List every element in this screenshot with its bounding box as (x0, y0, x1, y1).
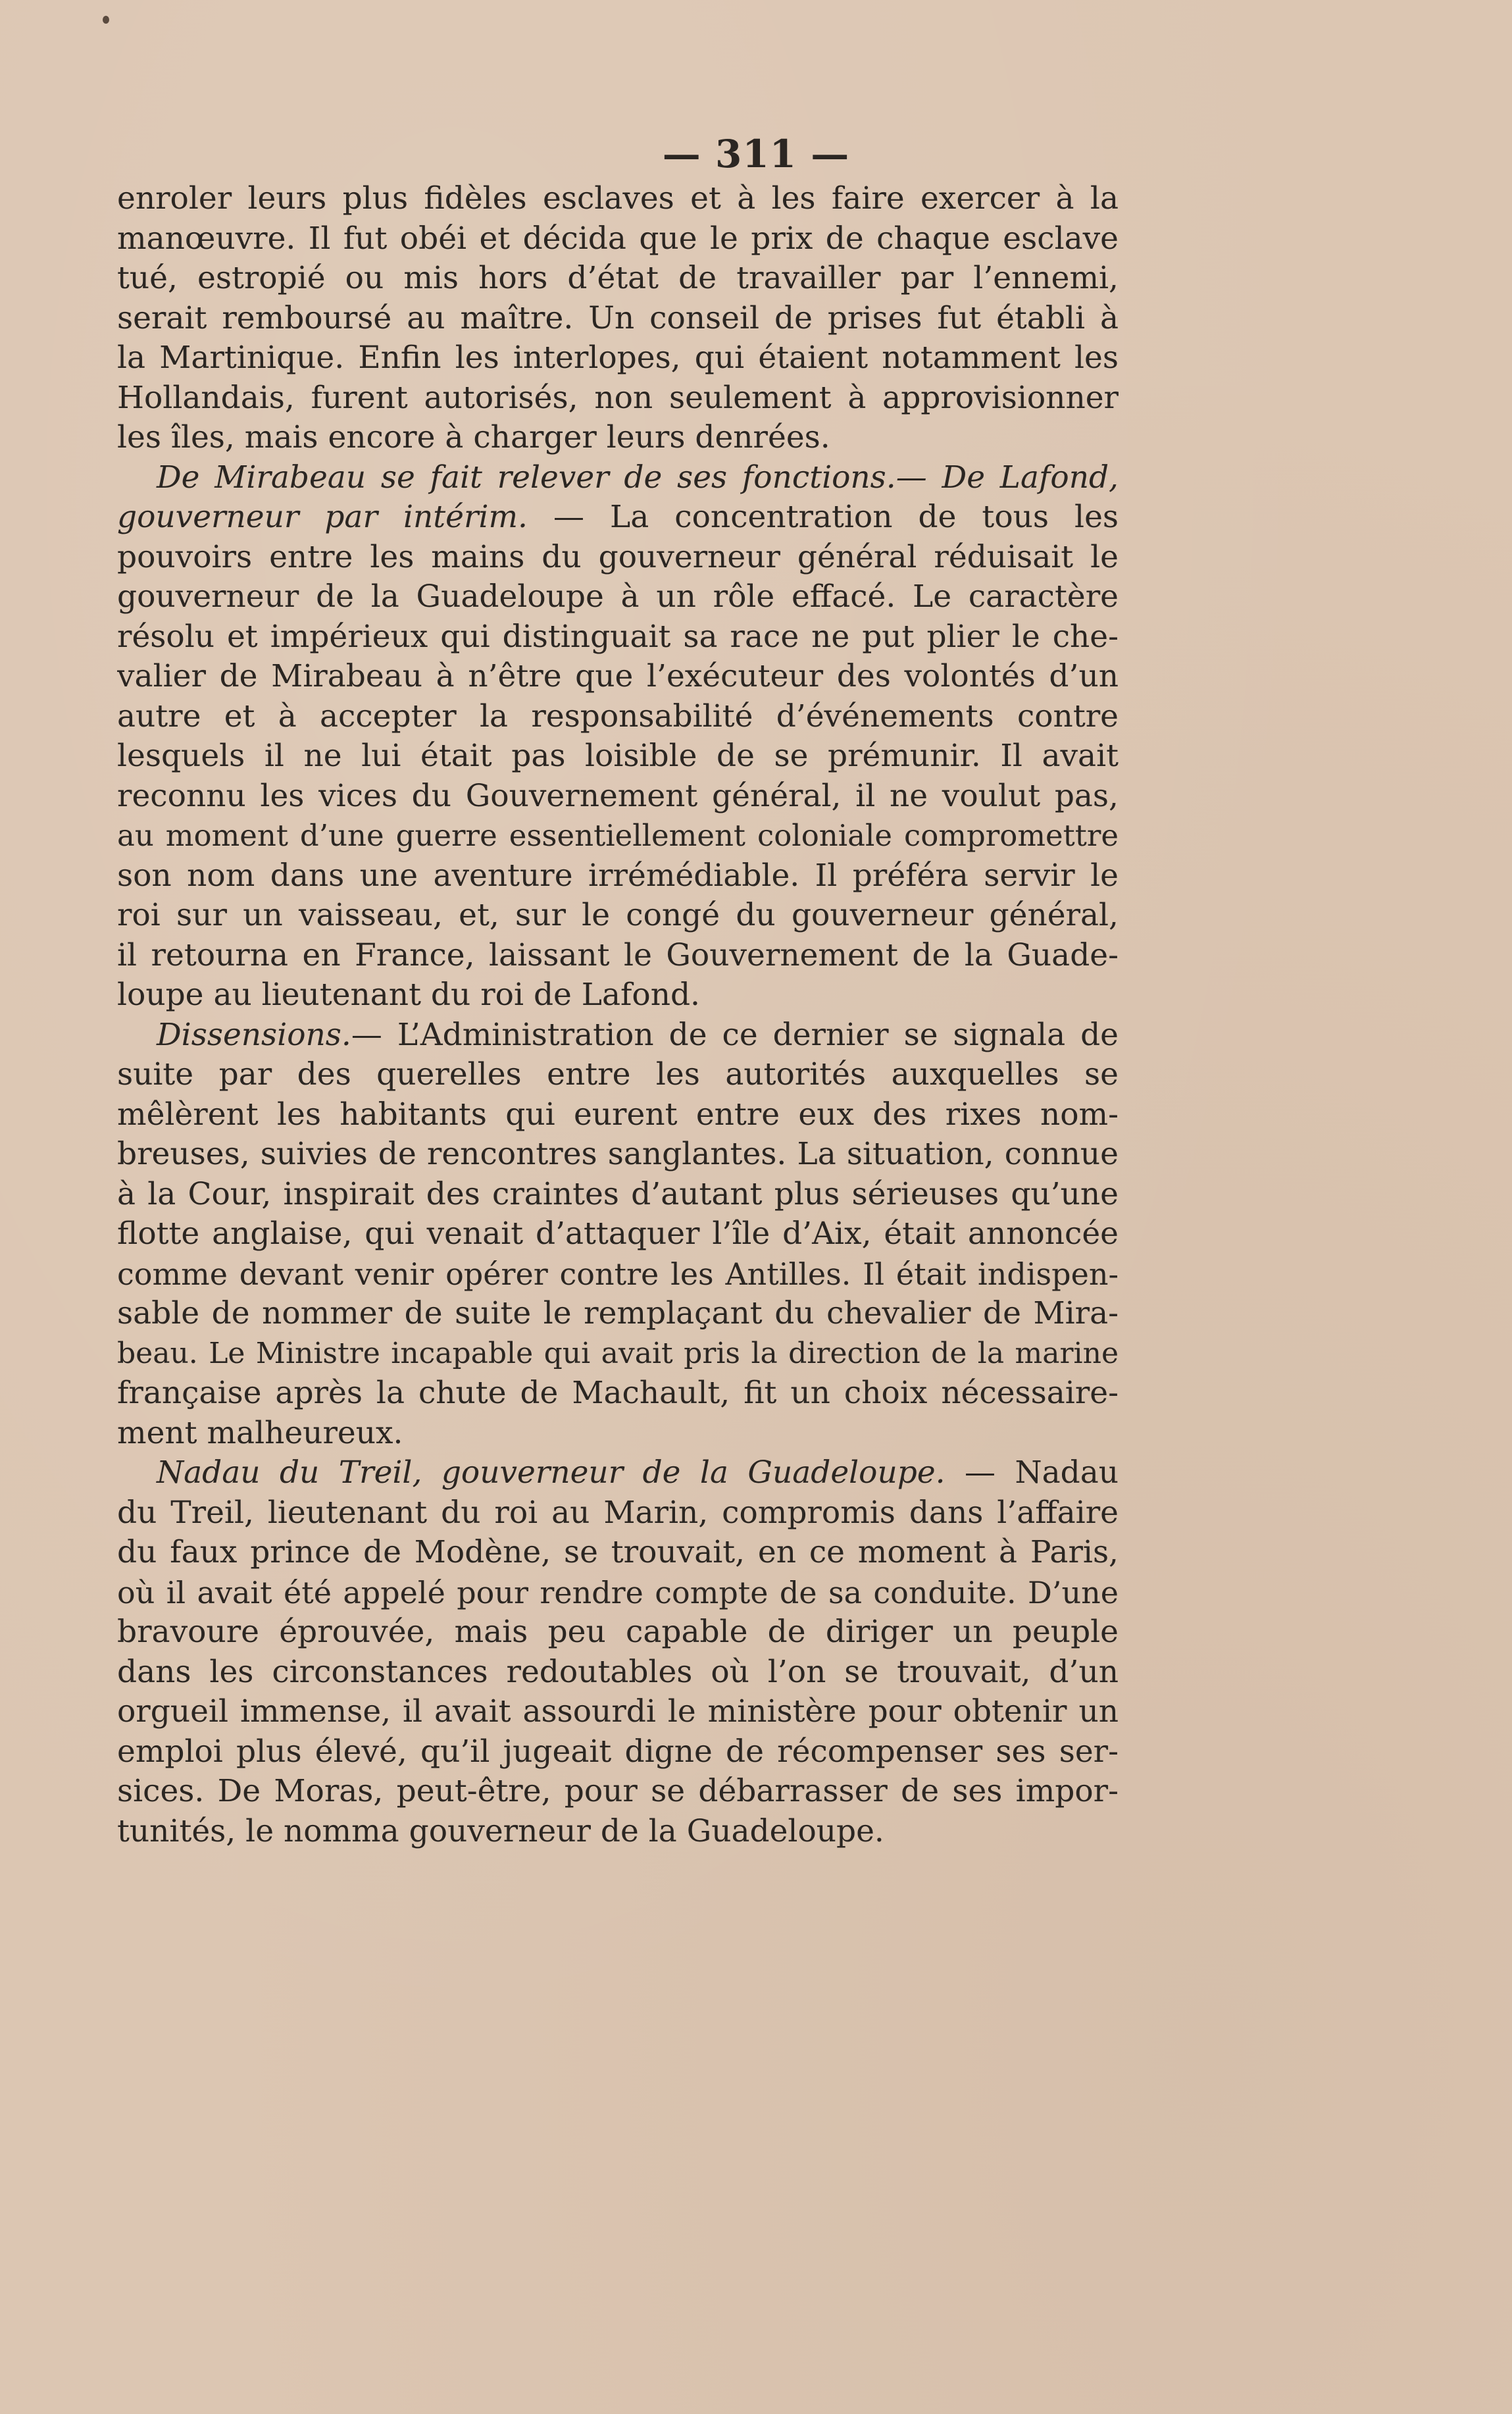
text-line: sable de nommer de suite le remplaçant du chevalier de Mira- (117, 1295, 1119, 1331)
text-line: tué, estropié ou mis hors d’état de travailler par l’ennemi, (117, 260, 1119, 296)
text-line: où il avait été appelé pour rendre compte de sa conduite. D’une (117, 1574, 1119, 1610)
text-line: du faux prince de Modène, se trouvait, en ce moment à Paris, (117, 1534, 1119, 1570)
text-line: son nom dans une aventure irrémédiable. Il préféra servir le (117, 857, 1119, 894)
text-line: beau. Le Ministre incapable qui avait pris la direction de la marine (117, 1336, 1119, 1370)
text-line: la Martinique. Enfin les interlopes, qui étaient notamment les (117, 340, 1119, 376)
text-line: dans les circonstances redoutables où l’on se trouvait, d’un (117, 1653, 1119, 1690)
text-line: comme devant venir opérer contre les Antilles. Il était indispen- (117, 1256, 1119, 1292)
section-heading: Nadau du Treil, gouverneur de la Guadeloupe. (157, 1454, 945, 1491)
section-heading-line (117, 458, 1119, 498)
section-heading-line: Nadau du Treil, gouverneur de la Guadeloupe. — Nadau (157, 1454, 1119, 1491)
text-line: tunités, le nomma gouverneur de la Guadeloupe. (117, 1812, 884, 1849)
text-line: du Treil, lieutenant du roi au Marin, compromis dans l’affaire (117, 1494, 1119, 1531)
page-number: — 311 — (662, 132, 850, 176)
body-text (117, 179, 1119, 1851)
text-line: enroler leurs plus fidèles esclaves et à les faire exercer à la (117, 180, 1119, 217)
text-line: lesquels il ne lui était pas loisible de se prémunir. Il avait (117, 738, 1119, 774)
text-line: Hollandais, furent autorisés, non seulement à approvisionner (117, 379, 1119, 416)
text-line: résolu et impérieux qui distinguait sa race ne put plier le che- (117, 618, 1119, 655)
section-heading: Dissensions. (157, 1016, 351, 1053)
text-line: manœuvre. Il fut obéi et décida que le prix de chaque esclave (117, 220, 1119, 257)
text-line: à la Cour, inspirait des craintes d’autant plus sérieuses qu’une (117, 1175, 1119, 1212)
section-heading: De Mirabeau se fait relever de ses fonctions.— De Lafond, (157, 459, 1119, 496)
text-line: gouverneur de la Guadeloupe à un rôle effacé. Le caractère (117, 578, 1119, 615)
text-line: les îles, mais encore à charger leurs denrées. (117, 419, 830, 455)
text-line: serait remboursé au maître. Un conseil de prises fut établi à (117, 299, 1119, 336)
section-heading-line: Dissensions.— L’Administration de ce dernier se signala de (157, 1016, 1119, 1053)
text-line: sices. De Moras, peut-être, pour se débarrasser de ses impor- (117, 1773, 1119, 1809)
text-line: bravoure éprouvée, mais peu capable de diriger un peuple (117, 1614, 1119, 1650)
text-line: française après la chute de Machault, fit un choix nécessaire- (117, 1375, 1119, 1411)
text-line: orgueil immense, il avait assourdi le ministère pour obtenir un (117, 1693, 1119, 1730)
text-line: roi sur un vaisseau, et, sur le congé du gouverneur général, (117, 897, 1119, 933)
text-line: breuses, suivies de rencontres sanglantes. La situation, connue (117, 1136, 1119, 1172)
ink-speck (103, 16, 109, 24)
text-line: pouvoirs entre les mains du gouverneur général réduisait le (117, 538, 1119, 575)
text-line: reconnu les vices du Gouvernement général, il ne voulut pas, (117, 777, 1119, 814)
text-line: autre et à accepter la responsabilité d’événements contre (117, 698, 1119, 734)
text-line: mêlèrent les habitants qui eurent entre eux des rixes nom- (117, 1096, 1119, 1133)
text-line: il retourna en France, laissant le Gouvernement de la Guade- (117, 937, 1119, 973)
text-line: valier de Mirabeau à n’être que l’exécuteur des volontés d’un (117, 658, 1119, 694)
text-line: au moment d’une guerre essentiellement coloniale compromettre (117, 818, 1119, 853)
text-line: emploi plus élevé, qu’il jugeait digne de récompenser ses ser- (117, 1733, 1119, 1770)
section-heading-line: gouverneur par intérim. — La concentration de tous les (117, 499, 1119, 535)
text-line: ment malheureux. (117, 1414, 403, 1451)
section-heading: gouverneur par intérim. (117, 499, 528, 535)
text-line: suite par des querelles entre les autorités auxquelles se (117, 1056, 1119, 1092)
text-line: flotte anglaise, qui venait d’attaquer l’île d’Aix, était annoncée (117, 1216, 1119, 1252)
text-line: loupe au lieutenant du roi de Lafond. (117, 977, 701, 1013)
